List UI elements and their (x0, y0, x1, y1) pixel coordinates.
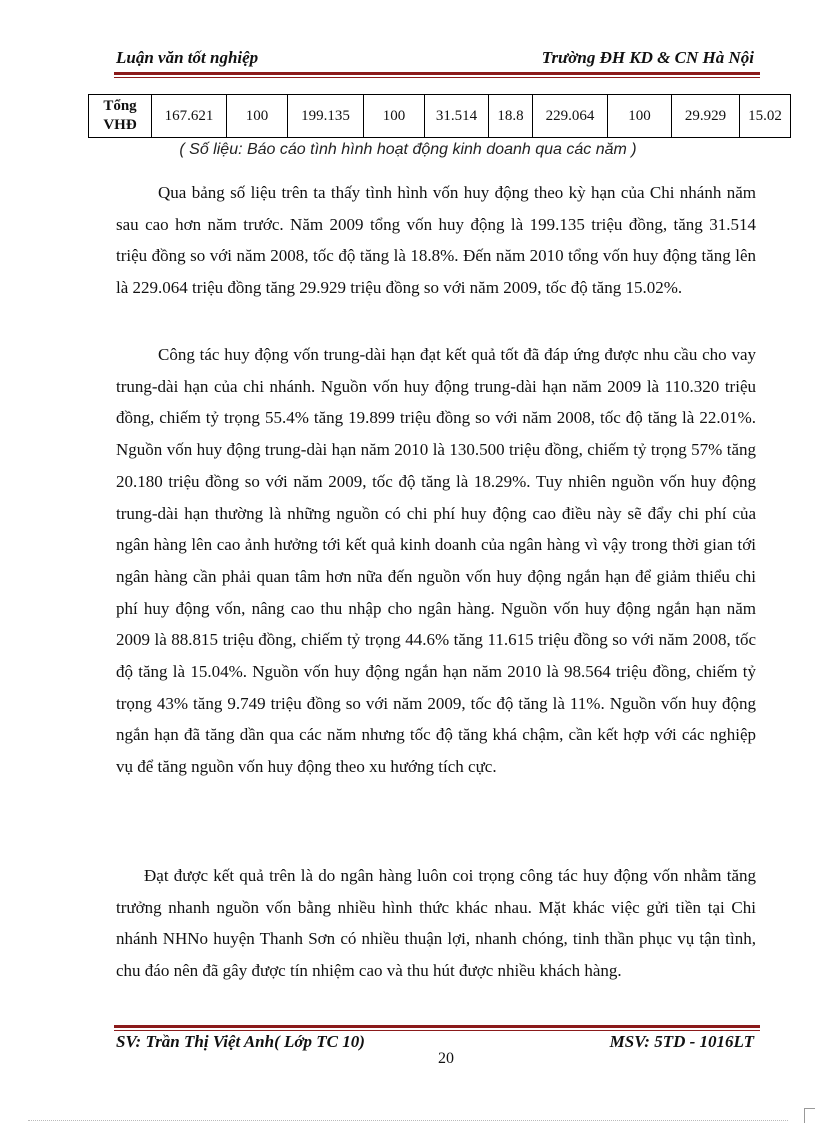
table-cell: 31.514 (425, 95, 489, 138)
funding-table (88, 94, 791, 138)
table-cell: 100 (227, 95, 288, 138)
table-cell: 167.621 (152, 95, 227, 138)
page-corner-mark (804, 1108, 815, 1123)
row-label-line1: Tổng (103, 98, 137, 114)
footer-divider (114, 1025, 760, 1031)
paragraph-3: Đạt được kết quả trên là do ngân hàng luôn coi trọng công tác huy động vốn nhằm tăng trưởng nhanh nguồn vốn bằng nhiều hình thức khác nhau. Mặt khác việc gửi tiền tại Chi nhánh NHNo huyện Thanh Sơn có nhiều thuận lợi, nhanh chóng, tinh thần phục vụ tận tình, chu đáo nên đã gây được tín nhiệm cao và thu hút được nhiều khách hàng. (116, 866, 756, 981)
table-cell: 199.135 (288, 95, 364, 138)
row-label-line2: VHĐ (103, 117, 137, 133)
paragraph-1: Qua bảng số liệu trên ta thấy tình hình vốn huy động theo kỳ hạn của Chi nhánh năm sau cao hơn năm trước. Năm 2009 tổng vốn huy động là 199.135 triệu đồng, tăng 31.514 triệu đồng so với năm 2008, tốc độ tăng là 18.8%. Đến năm 2010 tổng vốn huy động tăng lên là 229.064 triệu đồng tăng 29.929 triệu đồng so với năm 2009, tốc độ tăng 15.02%. (116, 183, 756, 298)
table-source-note: ( Số liệu: Báo cáo tình hình hoạt động kinh doanh qua các năm ) (179, 141, 637, 158)
table-cell: 100 (608, 95, 672, 138)
paragraph-2: Công tác huy động vốn trung-dài hạn đạt kết quả tốt đã đáp ứng được nhu cầu cho vay trung-dài hạn của chi nhánh. Nguồn vốn huy động trung-dài hạn năm 2009 là 110.320 triệu đồng, chiếm tỷ trọng 55.4% tăng 19.899 triệu đồng so với năm 2008, tốc độ tăng là 22.01%. Nguồn vốn huy động trung-dài hạn năm 2010 là 130.500 triệu đồng, chiếm tỷ trọng 57% tăng 20.180 triệu đồng so với năm 2009, tốc độ tăng là 18.29%. Tuy nhiên nguồn vốn huy động trung-dài hạn thường là những nguồn có chi phí huy động cao điều này sẽ đẩy chi phí của ngân hàng lên cao ảnh hưởng tới kết quả kinh doanh của ngân hàng vì vậy trong thời gian tới ngân hàng cần phải quan tâm hơn nữa đến nguồn vốn huy động ngắn hạn để giảm thiểu chi phí huy động vốn, nâng cao thu nhập cho ngân hàng. Nguồn vốn huy động ngắn hạn năm 2009 là 88.815 triệu đồng, chiếm tỷ trọng 44.6% tăng 11.615 triệu đồng so với năm 2008, tốc độ tăng là 15.04%. Nguồn vốn huy động ngắn hạn năm 2010 là 98.564 triệu đồng, chiếm tỷ trọng 43% tăng 9.749 triệu đồng so với năm 2009, tốc độ tăng là 11%. Nguồn vốn huy động ngắn hạn đã tăng dần qua các năm nhưng tốc độ tăng khá chậm, cần kết hợp với các nghiệp vụ để tăng nguồn vốn huy động theo xu hướng tích cực. (116, 345, 756, 777)
table-cell: 29.929 (672, 95, 740, 138)
table-cell: 229.064 (533, 95, 608, 138)
footer-student-id: MSV: 5TD - 1016LT (609, 1032, 754, 1051)
table-cell: 18.8 (489, 95, 533, 138)
header-university-name: Trường ĐH KD & CN Hà Nội (541, 48, 754, 67)
header-divider (114, 72, 760, 78)
table-row (89, 95, 791, 138)
header-thesis-title: Luận văn tốt nghiệp (116, 48, 259, 67)
row-label-cell (89, 95, 152, 138)
table-cell: 100 (364, 95, 425, 138)
page-number: 20 (438, 1050, 454, 1067)
footer-student-name: SV: Trần Thị Việt Anh( Lớp TC 10) (116, 1032, 365, 1051)
table-cell: 15.02 (740, 95, 791, 138)
page-edge-dotted-line (28, 1120, 788, 1121)
